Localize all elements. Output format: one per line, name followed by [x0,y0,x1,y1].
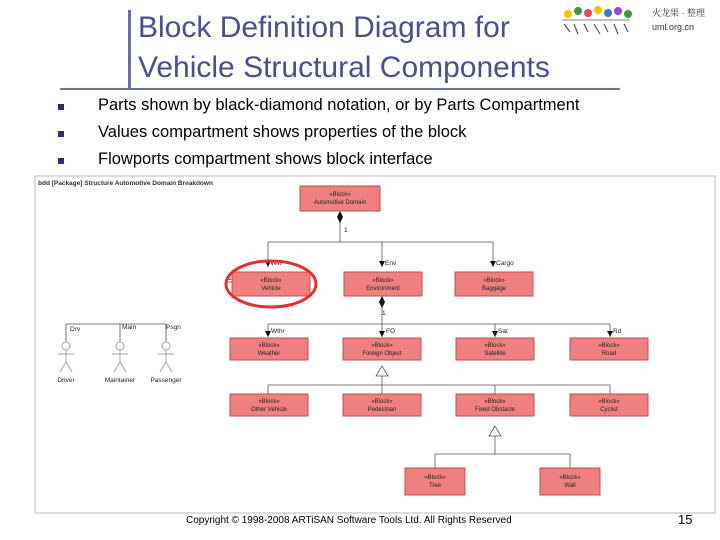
svg-text:Cyclist: Cyclist [600,407,618,413]
title-accent-bar [128,10,131,88]
block-baggage [455,272,533,296]
role-env: Env [385,260,397,267]
svg-text:Weather: Weather [257,351,281,357]
logo [560,2,710,40]
svg-text:Other Vehicle: Other Vehicle [250,407,288,413]
svg-text:«Block»: «Block» [424,475,446,481]
svg-text:Tree: Tree [428,483,442,489]
svg-text:«Block»: «Block» [258,343,280,349]
multiplicity-label: 1 [344,227,348,234]
copyright-footer: Copyright © 1998-2008 ARTiSAN Software Tools Ltd. All Rights Reserved [186,515,512,526]
svg-text:«Block»: «Block» [483,278,505,284]
actor-passenger-label: Passenger [150,377,182,384]
svg-text:«Block»: «Block» [329,192,351,198]
block-vehicle [232,272,310,296]
role-psgn: Psgn [166,324,181,331]
svg-text:Automotive Domain: Automotive Domain [313,200,367,206]
multiplicity-env: 1 [382,310,386,317]
block-weather [230,338,308,360]
role-sat: Sat [498,328,508,335]
svg-text:Vehicle: Vehicle [261,286,281,292]
page-number: 15 [678,512,693,527]
block-automotive-domain [300,186,380,211]
title-line-2: Vehicle Structural Components [138,51,550,84]
svg-text:Baggage: Baggage [481,286,507,292]
role-cargo: Cargo [496,260,514,267]
svg-text:Road: Road [601,351,617,357]
role-drv: Drv [70,326,81,333]
svg-text:«Block»: «Block» [371,343,393,349]
svg-text:«Block»: «Block» [371,399,393,405]
svg-text:«Block»: «Block» [598,399,620,405]
svg-text:Foreign Object: Foreign Object [362,351,402,357]
block-foreign-object [343,338,421,360]
bullet-square-icon [58,158,64,164]
block-tree [405,468,465,495]
svg-text:Satellite: Satellite [484,351,506,357]
role-veh: Veh [270,260,282,267]
block-fixed-obstacle [456,394,534,416]
title-line-1: Block Definition Diagram for [138,11,510,44]
bullet-square-icon [58,131,64,137]
page-title [138,8,550,88]
svg-text:«Block»: «Block» [372,278,394,284]
block-cyclist [570,394,648,416]
svg-text:Fixed Obstacle: Fixed Obstacle [474,407,516,413]
logo-text-2: uml.org.cn [652,22,695,32]
svg-text:«Block»: «Block» [484,399,506,405]
title-underline [60,88,620,90]
svg-text:«Block»: «Block» [258,399,280,405]
block-wall [540,468,600,495]
actor-maintainer-label: Maintainer [104,377,136,384]
bullet-square-icon [58,104,64,110]
actor-driver-label: Driver [57,377,75,384]
frame-label: bdd [Package] Structure Automotive Domain Breakdown [38,180,213,187]
block-pedestrian [343,394,421,416]
multiplicity-vehicle: 1 [228,275,232,282]
bdd-diagram [30,172,720,517]
svg-text:«Block»: «Block» [260,278,282,284]
logo-figures-icon [562,6,632,34]
role-main: Main [122,324,137,331]
svg-text:Environment: Environment [366,286,400,292]
svg-text:«Block»: «Block» [559,475,581,481]
logo-text-1: 火龙果 · 整理 [652,8,705,18]
svg-text:Pedestrian: Pedestrian [367,407,397,413]
svg-text:«Block»: «Block» [484,343,506,349]
role-fo: FO [386,328,396,335]
block-environment [344,272,422,296]
block-other-vehicle [230,394,308,416]
block-satellite [456,338,534,360]
svg-text:«Block»: «Block» [598,343,620,349]
block-road [570,338,648,360]
role-rd: Rd [613,328,622,335]
role-wthr: Wthr [271,328,285,335]
svg-text:Wall: Wall [564,483,576,489]
